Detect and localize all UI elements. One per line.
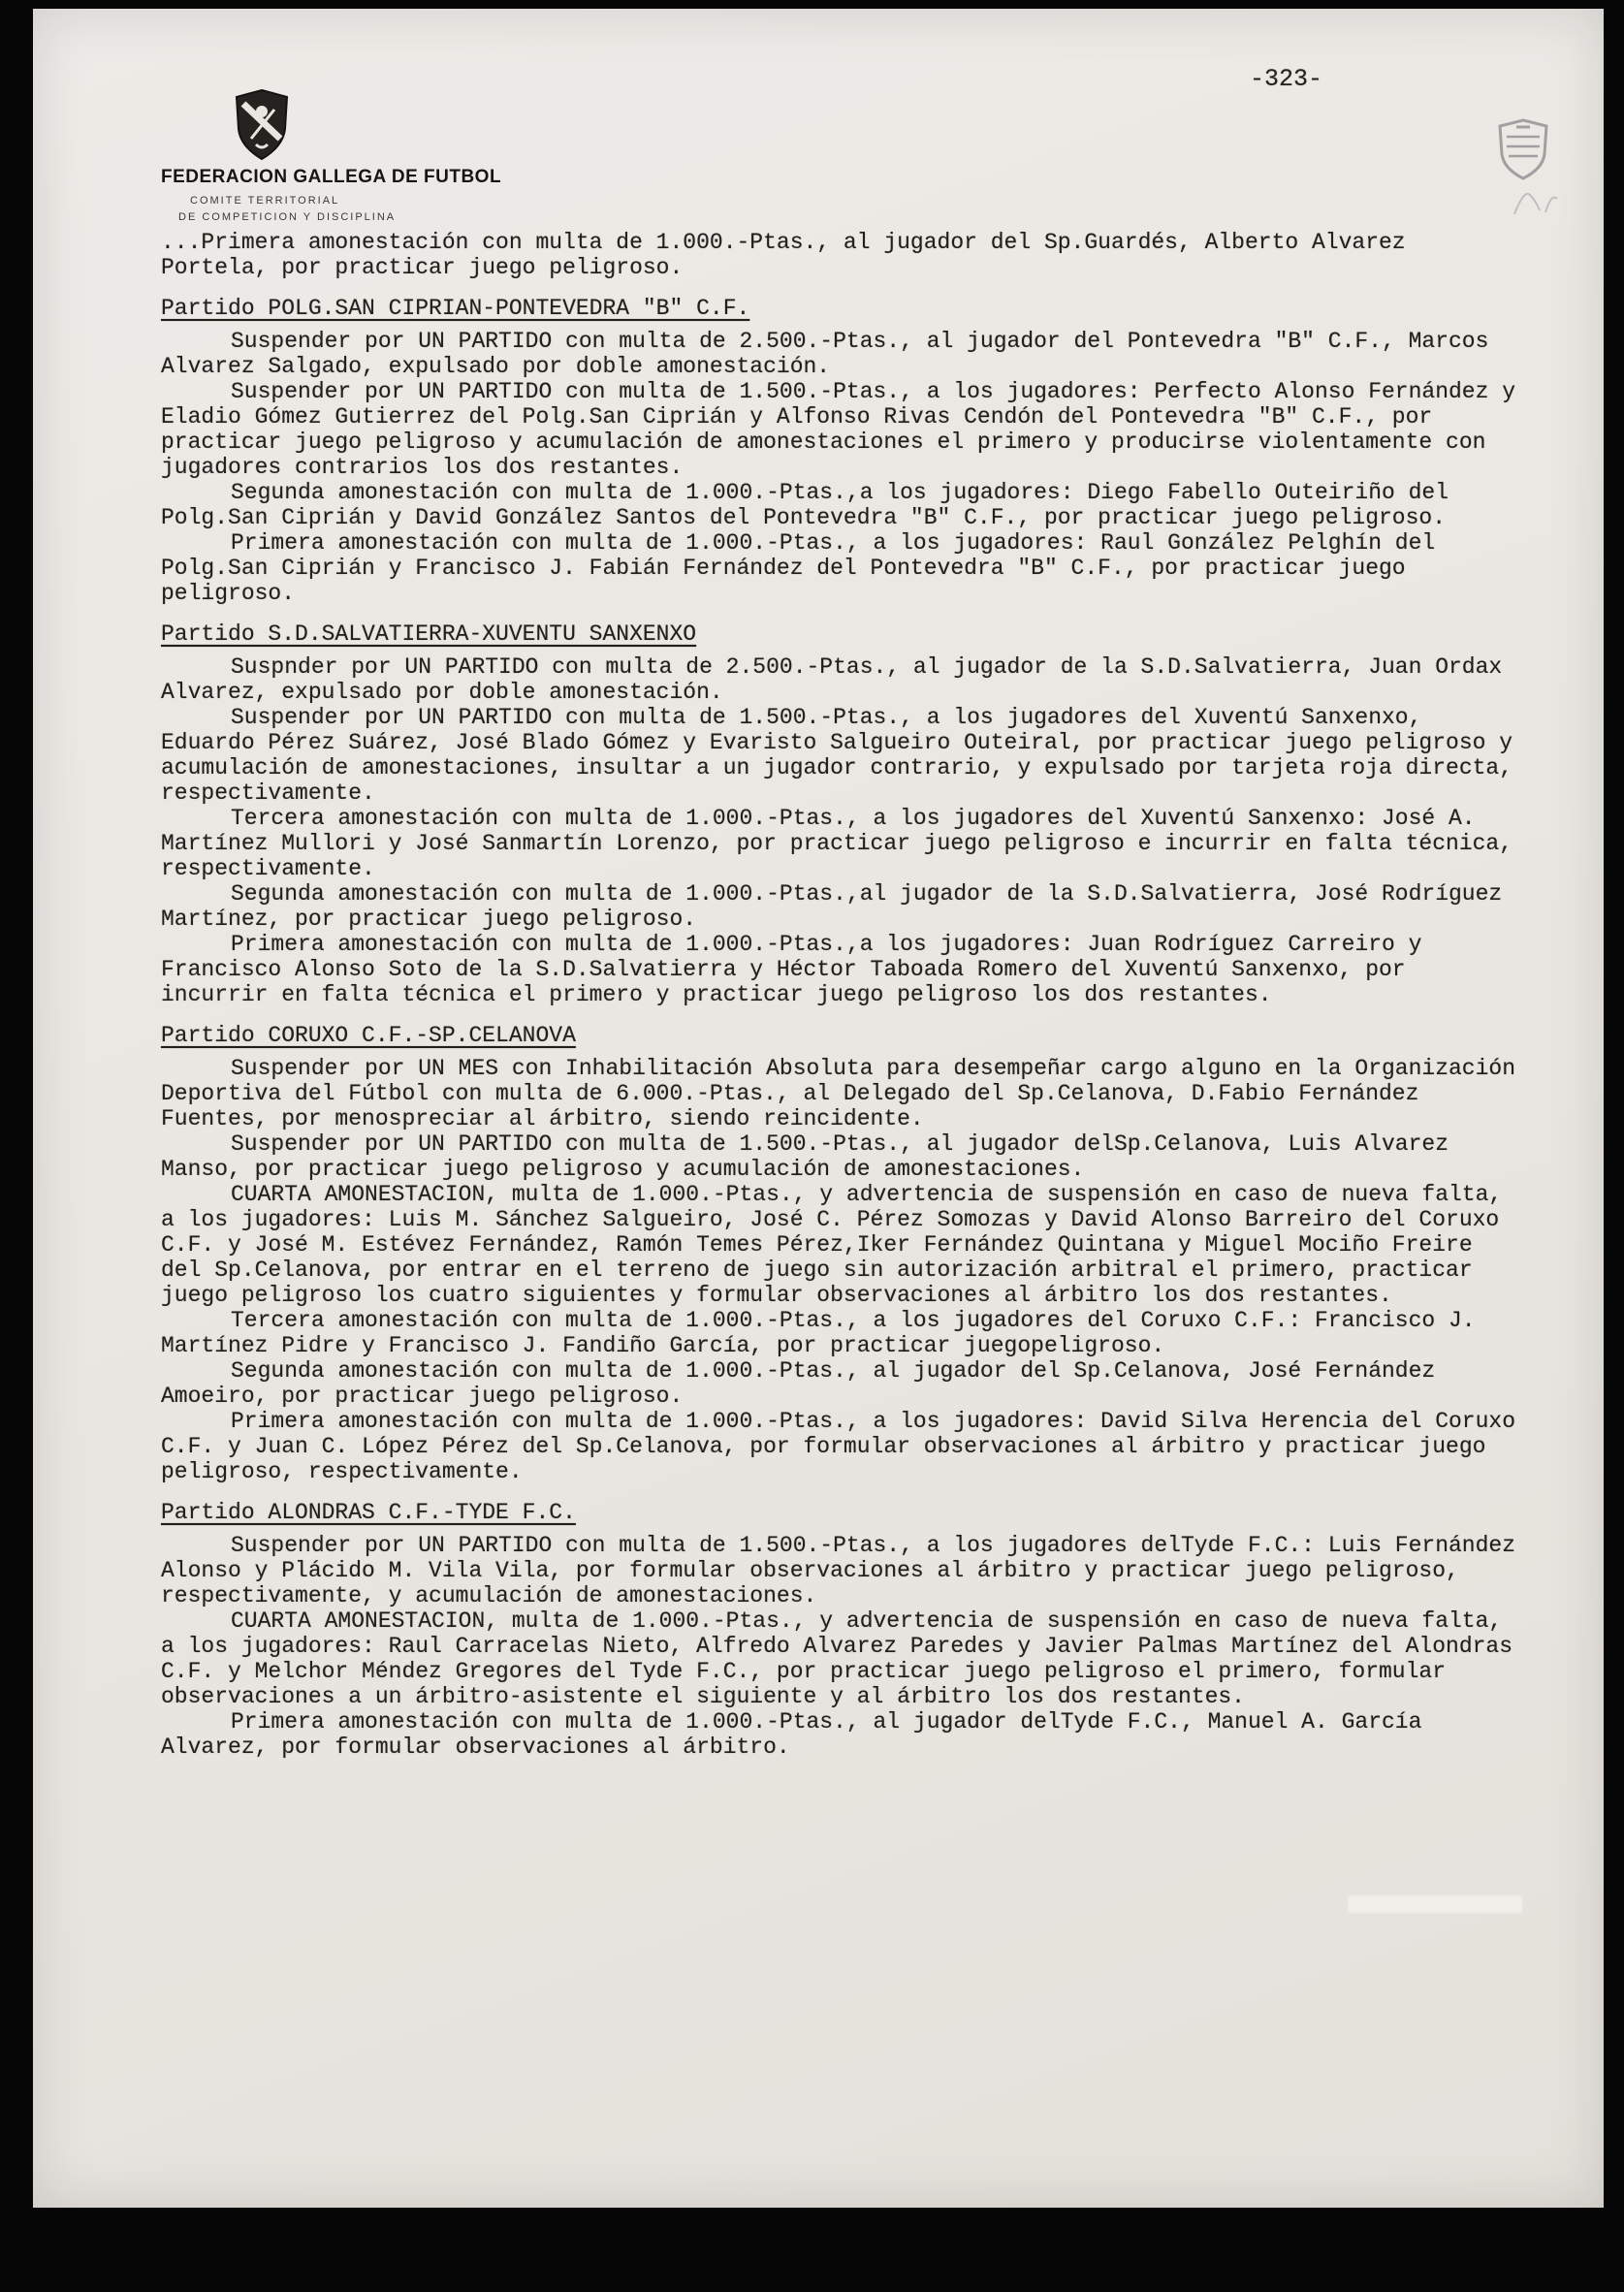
intro-paragraph: ...Primera amonestación con multa de 1.000.-Ptas., al jugador del Sp.Guardés, Alberto Alvarez Portela, por practicar juego peligroso. (161, 230, 1406, 280)
ruling-paragraph: Tercera amonestación con multa de 1.000.-Ptas., a los jugadores del Xuventú Sanxenxo: José A. Martínez Mullori y José Sanmartín Lorenzo, por practicar juego peligroso e incurrir en falta técnica, respectivamente. (161, 806, 1513, 881)
match-heading: Partido POLG.SAN CIPRIAN-PONTEVEDRA "B" C.F. (161, 296, 750, 321)
ruling-paragraph: Segunda amonestación con multa de 1.000.-Ptas.,al jugador de la S.D.Salvatierra, José Rodríguez Martínez, por practicar juego peligroso. (161, 881, 1503, 932)
handwritten-mark-icon (1507, 185, 1565, 220)
org-name: FEDERACION GALLEGA DE FUTBOL (161, 167, 502, 187)
federation-crest-icon (232, 88, 292, 162)
ruling-paragraph: Suspender por UN PARTIDO con multa de 2.500.-Ptas., al jugador del Pontevedra "B" C.F., Marcos Alvarez Salgado, expulsado por doble amonestación. (161, 329, 1489, 379)
ruling-paragraph: Tercera amonestación con multa de 1.000.-Ptas., a los jugadores del Coruxo C.F.: Francisco J. Martínez Pidre y Francisco J. Fandiño García, por practicar juegopeligroso. (161, 1308, 1476, 1358)
ruling-paragraph: Primera amonestación con multa de 1.000.-Ptas., al jugador delTyde F.C., Manuel A. García Alvarez, por formular observaciones al árbitro. (161, 1709, 1422, 1760)
ruling-paragraph: Primera amonestación con multa de 1.000.-Ptas., a los jugadores: Raul González Pelghín del Polg.San Ciprián y Francisco J. Fabián Fernández del Pontevedra "B" C.F., por practicar juego peligroso. (161, 530, 1436, 606)
match-heading: Partido S.D.SALVATIERRA-XUVENTU SANXENXO (161, 621, 697, 647)
ruling-paragraph: Suspender por UN PARTIDO con multa de 1.500.-Ptas., a los jugadores del Xuventú Sanxenxo, Eduardo Pérez Suárez, José Blado Gómez y Evaristo Salgueiro Outeiral, por practicar juego peligroso y acumulación de amonestaciones, insultar a un jugador contrario, y expulsado por tarjeta roja directa, respectivamente. (161, 705, 1513, 806)
ruling-paragraph: Segunda amonestación con multa de 1.000.-Ptas., al jugador del Sp.Celanova, José Fernández Amoeiro, por practicar juego peligroso. (161, 1358, 1436, 1409)
ruling-paragraph: CUARTA AMONESTACION, multa de 1.000.-Ptas., y advertencia de suspensión en caso de nueva falta, a los jugadores: Luis M. Sánchez Salgueiro, José C. Pérez Somozas y David Alonso Barreiro del Coruxo C.F. y José M. Estévez Fernández, Ramón Temes Pérez,Iker Fernández Quintana y Miguel Mociño Freire del Sp.Celanova, por entrar en el terreno de juego sin autorización arbitral el primero, practicar juego peligroso los cuatro siguientes y formular observaciones al árbitro los dos restantes. (161, 1182, 1503, 1308)
match-section-coruxo-celanova (161, 1023, 1518, 1484)
page-number: -323- (1250, 65, 1323, 93)
match-section-polg-san-ciprian (161, 296, 1518, 606)
ruling-paragraph: Suspender por UN PARTIDO con multa de 1.500.-Ptas., a los jugadores: Perfecto Alonso Fernández y Eladio Gómez Gutierrez del Polg.San Ciprián y Alfonso Rivas Cendón del Pontevedra "B" C.F., por practicar juego peligroso y acumulación de amonestaciones el primero y producirse violentamente con jugadores contrarios los dos restantes. (161, 379, 1516, 480)
ruling-paragraph: Suspender por UN PARTIDO con multa de 1.500.-Ptas., al jugador delSp.Celanova, Luis Alvarez Manso, por practicar juego peligroso y acumulación de amonestaciones. (161, 1131, 1449, 1182)
match-heading: Partido ALONDRAS C.F.-TYDE F.C. (161, 1500, 576, 1525)
ruling-paragraph: Suspender por UN MES con Inhabilitación Absoluta para desempeñar cargo alguno en la Organización Deportiva del Fútbol con multa de 6.000.-Ptas., al Delegado del Sp.Celanova, D.Fabio Fernández Fuentes, por menospreciar al árbitro, siendo reincidente. (161, 1056, 1516, 1131)
ruling-paragraph: Primera amonestación con multa de 1.000.-Ptas., a los jugadores: David Silva Herencia del Coruxo C.F. y Juan C. López Pérez del Sp.Celanova, por formular observaciones al árbitro y practicar juego peligroso, respectivamente. (161, 1409, 1516, 1484)
ruling-paragraph: Segunda amonestación con multa de 1.000.-Ptas.,a los jugadores: Diego Fabello Outeiriño del Polg.San Ciprián y David González Santos del Pontevedra "B" C.F., por practicar juego peligroso. (161, 480, 1449, 530)
match-heading: Partido CORUXO C.F.-SP.CELANOVA (161, 1023, 576, 1048)
committee-line-1: COMITE TERRITORIAL (190, 195, 340, 207)
ruling-paragraph: Suspender por UN PARTIDO con multa de 1.500.-Ptas., a los jugadores delTyde F.C.: Luis Fernández Alonso y Plácido M. Vila Vila, por formular observaciones al árbitro y practicar juego peligroso, respectivamente, y acumulación de amonestaciones. (161, 1533, 1516, 1608)
match-section-salvatierra-xuventu (161, 621, 1518, 1007)
committee-line-2: DE COMPETICION Y DISCIPLINA (178, 211, 397, 223)
ruling-paragraph: CUARTA AMONESTACION, multa de 1.000.-Ptas., y advertencia de suspensión en caso de nueva falta, a los jugadores: Raul Carracelas Nieto, Alfredo Alvarez Paredes y Javier Palmas Martínez del Alondras C.F. y Melchor Méndez Gregores del Tyde F.C., por practicar juego peligroso el primero, formular observaciones a un árbitro-asistente el siguiente y al árbitro los dos restantes. (161, 1608, 1513, 1709)
stamp-icon (1495, 117, 1551, 181)
match-section-alondras-tyde (161, 1500, 1518, 1760)
scan-artifact (1348, 1895, 1522, 1913)
ruling-paragraph: Primera amonestación con multa de 1.000.-Ptas.,a los jugadores: Juan Rodríguez Carreiro y Francisco Alonso Soto de la S.D.Salvatierra y Héctor Taboada Romero del Xuventú Sanxenxo, por incurrir en falta técnica el primero y practicar juego peligroso los dos restantes. (161, 932, 1422, 1007)
document-body (161, 230, 1518, 1760)
ruling-paragraph: Suspnder por UN PARTIDO con multa de 2.500.-Ptas., al jugador de la S.D.Salvatierra, Juan Ordax Alvarez, expulsado por doble amonestación. (161, 654, 1503, 705)
document-page (33, 9, 1604, 2208)
